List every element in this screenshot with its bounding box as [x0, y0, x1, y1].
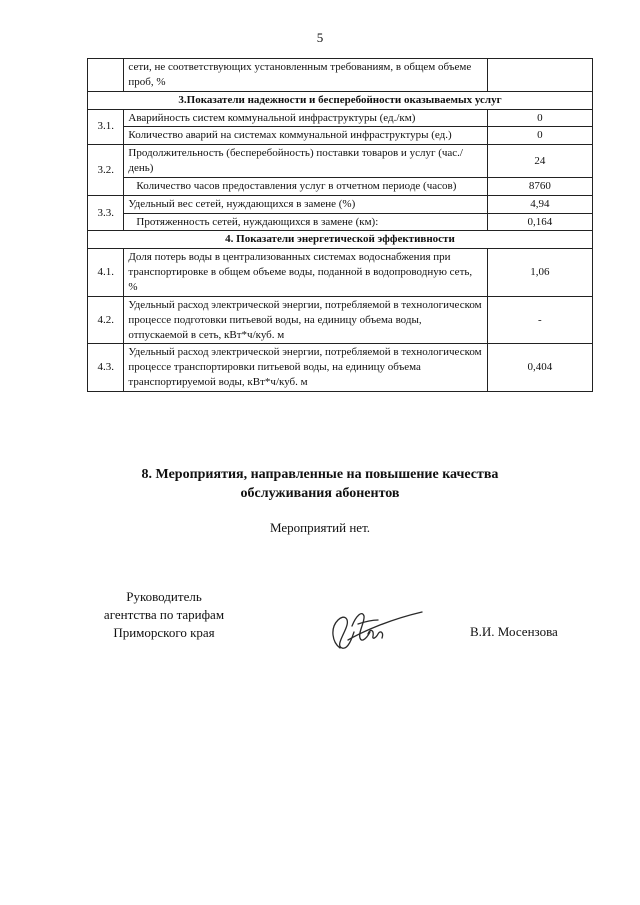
section-4-title: 4. Показатели энергетической эффективности: [88, 231, 593, 249]
signer-position: [84, 588, 244, 643]
signer-position-line2: агентства по тарифам: [103, 607, 225, 623]
row-number: 3.3.: [88, 195, 124, 231]
row-number: 4.1.: [88, 249, 124, 297]
table-row: [88, 109, 593, 127]
row-number: 4.3.: [88, 344, 124, 392]
section-8-heading: [0, 466, 640, 504]
row-description: сети, не соответствующих установленным требованиям, в общем объеме проб, %: [124, 59, 487, 92]
row-description: Протяженность сетей, нуждающихся в замене (км):: [124, 213, 487, 231]
row-value: 0: [487, 109, 592, 127]
row-description: Количество аварий на системах коммунальной инфраструктуры (ед.): [124, 127, 487, 145]
table-row: [88, 296, 593, 344]
table-row: [88, 213, 593, 231]
row-value: 0,164: [487, 213, 592, 231]
row-value: 24: [487, 145, 592, 178]
handwritten-signature: [318, 602, 428, 654]
row-description: Аварийность систем коммунальной инфраструктуры (ед./км): [124, 109, 487, 127]
row-description: Количество часов предоставления услуг в отчетном периоде (часов): [124, 177, 487, 195]
indicators-table: [87, 58, 593, 392]
signer-position-line1: Руководитель: [126, 589, 202, 604]
section-header-row: [88, 231, 593, 249]
row-value: 0,404: [487, 344, 592, 392]
page-number: 5: [316, 30, 324, 45]
signer-name: В.И. Мосензова: [470, 624, 558, 639]
row-value: 8760: [487, 177, 592, 195]
table-row: [88, 177, 593, 195]
section-header-row: [88, 91, 593, 109]
row-value: -: [487, 296, 592, 344]
row-description: Удельный расход электрической энергии, потребляемой в технологическом процессе подготовки питьевой воды, на единицу объема воды, отпускаемой в сеть, кВт*ч/куб. м: [124, 296, 487, 344]
row-value: 4,94: [487, 195, 592, 213]
table-row: [88, 127, 593, 145]
row-value: [487, 59, 592, 92]
row-number: 3.1.: [88, 109, 124, 145]
section-3-title: 3.Показатели надежности и бесперебойности оказываемых услуг: [88, 91, 593, 109]
row-number: 3.2.: [88, 145, 124, 196]
table-row: [88, 59, 593, 92]
table-row: [88, 195, 593, 213]
row-number: [88, 59, 124, 92]
row-description: Удельный расход электрической энергии, потребляемой в технологическом процессе транспортировки питьевой воды, на единицу объема транспортируемой воды, кВт*ч/куб. м: [124, 344, 487, 392]
table-row: [88, 249, 593, 297]
section-8-heading-line1: 8. Мероприятия, направленные на повышение качества: [141, 467, 499, 482]
table-row: [88, 145, 593, 178]
table-row: [88, 344, 593, 392]
no-events-text: Мероприятий нет.: [269, 520, 371, 535]
signer-position-line3: Приморского края: [113, 625, 215, 641]
row-number: 4.2.: [88, 296, 124, 344]
section-8-heading-line2: обслуживания абонентов: [240, 485, 400, 501]
row-description: Продолжительность (бесперебойность) поставки товаров и услуг (час./день): [124, 145, 487, 178]
row-description: Удельный вес сетей, нуждающихся в замене (%): [124, 195, 487, 213]
row-value: 1,06: [487, 249, 592, 297]
row-description: Доля потерь воды в централизованных системах водоснабжения при транспортировке в общем объеме воды, поданной в водопроводную сеть, %: [124, 249, 487, 297]
row-value: 0: [487, 127, 592, 145]
